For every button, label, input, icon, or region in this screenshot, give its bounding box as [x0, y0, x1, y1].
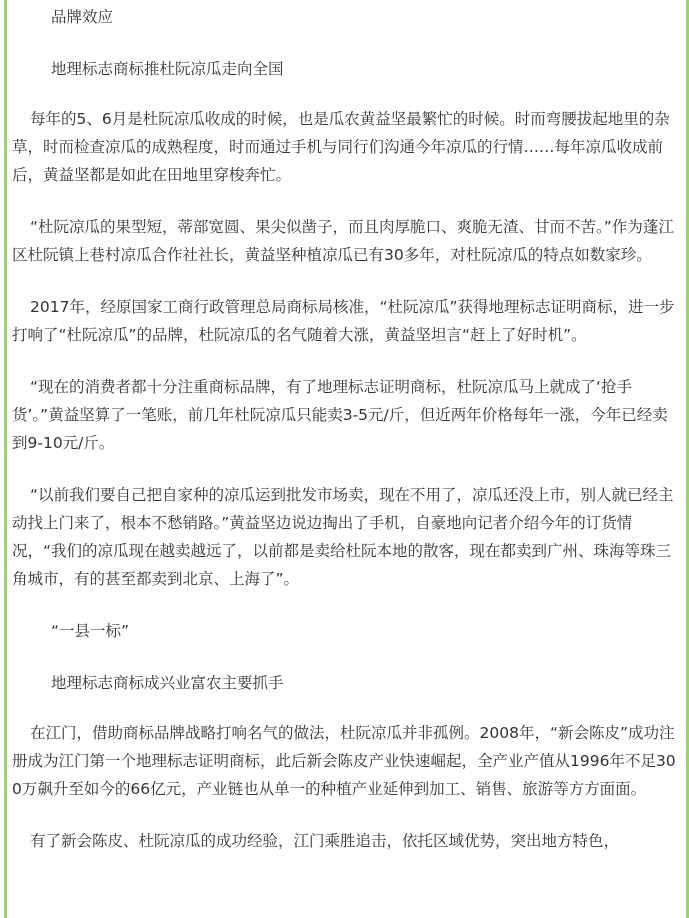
paragraph: “现在的消费者都十分注重商标品牌，有了地理标志证明商标，杜阮凉瓜马上就成了‘抢手货’。”黄益坚算了一笔账，前几年杜阮凉瓜只能卖3-5元/斤，但近两年价格每年一涨，今年已经卖到9-10元/斤。 — [12, 378, 668, 452]
paragraph: 在江门，借助商标品牌战略打响名气的做法，杜阮凉瓜并非孤例。2008年，“新会陈皮”成功注册成为江门第一个地理标志证明商标，此后新会陈皮产业快速崛起，全产业产值从1996年不足300万飙升至如今的66亿元，产业链也从单一的种植产业延伸到加工、销售、旅游等方方面面。 — [12, 724, 676, 798]
paragraph: “杜阮凉瓜的果型短，蒂部宽圆、果尖似凿子，而且肉厚脆口、爽脆无渣、甘而不苦。”作为蓬江区杜阮镇上巷村凉瓜合作社社长，黄益坚种植凉瓜已有30多年，对杜阮凉瓜的特点如数家珍。 — [12, 218, 674, 264]
paragraph: 每年的5、6月是杜阮凉瓜收成的时候，也是瓜农黄益坚最繁忙的时候。时而弯腰拔起地里的杂草，时而检查凉瓜的成熟程度，时而通过手机与同行们沟通今年凉瓜的行情……每年凉瓜收成前后，黄益坚都是如此在田地里穿梭奔忙。 — [12, 110, 670, 184]
section-heading-one-county: “一县一标” — [51, 622, 130, 640]
paragraph: 2017年，经原国家工商行政管理总局商标局核准，“杜阮凉瓜”获得地理标志证明商标，进一步打响了“杜阮凉瓜”的品牌，杜阮凉瓜的名气随着大涨，黄益坚坦言“赶上了好时机”。 — [12, 298, 675, 344]
paragraph: “以前我们要自己把自家种的凉瓜运到批发市场卖，现在不用了，凉瓜还没上市，别人就已经主动找上门来了，根本不愁销路。”黄益坚边说边掏出了手机，自豪地向记者介绍今年的订货情况，“我们的凉瓜现在越卖越远了，以前都是卖给杜阮本地的散客，现在都卖到广州、珠海等珠三角城市，有的甚至都卖到北京、上海了”。 — [12, 486, 674, 588]
left-accent-border — [4, 0, 7, 918]
section-subheading-prosperity: 地理标志商标成兴业富农主要抓手 — [51, 674, 284, 692]
paragraph: 有了新会陈皮、杜阮凉瓜的成功经验，江门乘胜追击，依托区域优势，突出地方特色， — [30, 832, 620, 850]
section-subheading-geo-trademark: 地理标志商标推杜阮凉瓜走向全国 — [51, 60, 284, 78]
section-heading-brand-effect: 品牌效应 — [51, 8, 114, 26]
article-body — [12, 0, 680, 855]
